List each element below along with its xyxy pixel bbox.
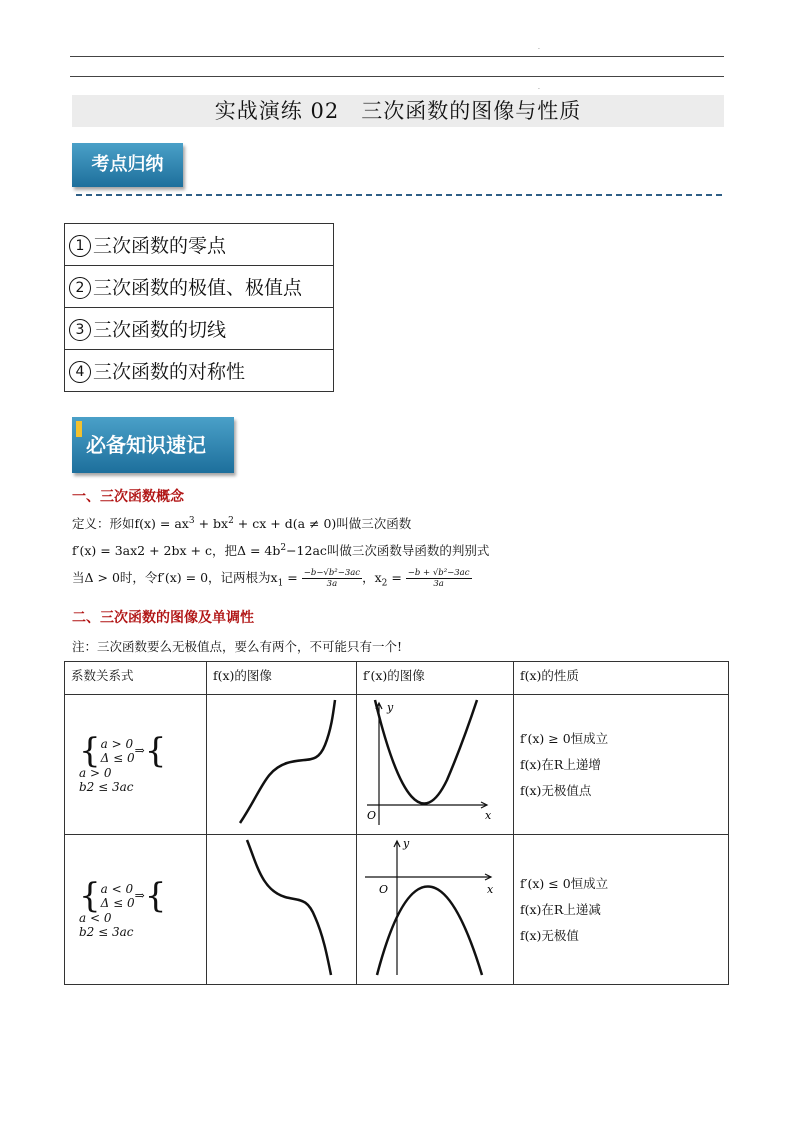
increasing-cubic-graph — [207, 695, 357, 831]
topic-text: 三次函数的对称性 — [93, 361, 246, 383]
derivative-graph-cell — [357, 695, 514, 835]
roots-line: 当Δ > 0时，令f′(x) = 0，记两根为$x_1$ = $\frac{\text{−b−√b²−3ac}}{3a}$ ，$x_2$ = $\frac{\text{−b + √b²−3ac}}{3a}$ — [72, 568, 470, 589]
section-heading-concept: 一、三次函数概念 — [72, 489, 184, 505]
header-rule-top — [70, 56, 724, 57]
table-header: f(x)的图像 — [207, 662, 357, 695]
property-description: f′(x) ≥ 0恒成立 f(x)在R上递增 f(x)无极值点 — [514, 695, 729, 835]
downward-parabola-graph — [357, 835, 514, 981]
fx-graph-cell — [207, 695, 357, 835]
fx-graph-cell — [207, 835, 357, 985]
topic-list — [64, 223, 334, 392]
header-dot: . — [538, 44, 540, 51]
table-header: f′(x)的图像 — [357, 662, 514, 695]
table-row — [65, 695, 729, 835]
axis-y-label: y — [387, 701, 394, 714]
badge-zhishi — [72, 417, 234, 473]
note-line: 注：三次函数要么无极值点，要么有两个，不可能只有一个! — [72, 639, 403, 654]
header-dot: . — [538, 84, 540, 91]
table-header-row — [65, 662, 729, 695]
badge-kaodian: 考点归纳 — [72, 143, 183, 187]
page-title: 实战演练 02 三次函数的图像与性质 — [72, 95, 724, 127]
table-header: 系数关系式 — [65, 662, 207, 695]
coefficient-condition: {a < 0 Δ ≤ 0⇒{a < 0 b2 ≤ 3ac — [65, 835, 207, 985]
header-rule-bottom — [70, 76, 724, 77]
topic-text: 三次函数的极值、极值点 — [93, 277, 303, 299]
table-header: f(x)的性质 — [514, 662, 729, 695]
axis-x-label: x — [485, 809, 492, 822]
upward-parabola-graph — [357, 695, 514, 831]
derivative-graph-cell — [357, 835, 514, 985]
property-description: f′(x) ≤ 0恒成立 f(x)在R上递减 f(x)无极值 — [514, 835, 729, 985]
circle-number: 1 — [69, 235, 91, 257]
decreasing-cubic-graph — [207, 835, 357, 981]
origin-label: O — [367, 809, 377, 822]
derivative-line: f′(x) = 3ax2 + 2bx + c，把$\Delta = 4b^2-12ac$叫做三次函数导函数的判别式 — [72, 542, 490, 558]
topic-text: 三次函数的零点 — [93, 235, 227, 257]
circle-number: 3 — [69, 319, 91, 341]
section-heading-graph: 二、三次函数的图像及单调性 — [72, 610, 254, 626]
topic-item — [65, 350, 334, 392]
topic-text: 三次函数的切线 — [93, 319, 227, 341]
topic-item — [65, 308, 334, 350]
circle-number: 2 — [69, 277, 91, 299]
axis-y-label: y — [403, 837, 410, 850]
topic-item — [65, 224, 334, 266]
badge-zhishi-label: 必备知识速记 — [86, 433, 206, 457]
table-row — [65, 835, 729, 985]
circle-number: 4 — [69, 361, 91, 383]
origin-label: O — [379, 883, 389, 896]
axis-x-label: x — [487, 883, 494, 896]
topic-item — [65, 266, 334, 308]
properties-table — [64, 661, 729, 985]
root-x2-formula: $\frac{\text{−b + √b²−3ac}}{3a}$ — [407, 568, 470, 589]
root-x1-formula: $\frac{\text{−b−√b²−3ac}}{3a}$ — [303, 568, 361, 589]
definition-line: 定义：形如$f(x) = ax^3 + bx^2$ + cx + d(a ≠ 0)叫做三次函数 — [72, 515, 412, 531]
flag-icon — [76, 421, 82, 437]
dashed-divider — [76, 194, 722, 196]
coefficient-condition: {a > 0 Δ ≤ 0⇒{a > 0 b2 ≤ 3ac — [65, 695, 207, 835]
